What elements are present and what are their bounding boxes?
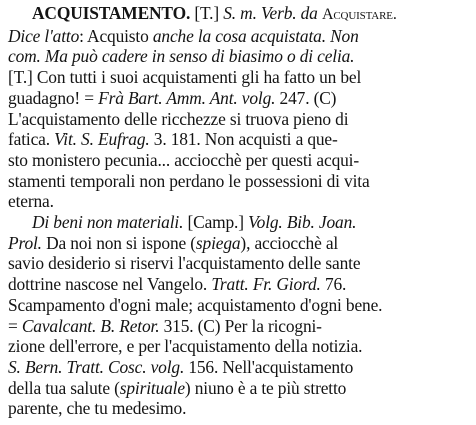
entry-line — [8, 191, 468, 212]
entry-line — [8, 46, 468, 67]
italic-text: com. Ma può cadere in senso di biasimo o di celia. — [8, 46, 355, 67]
italic-text: spiega — [195, 232, 241, 253]
small-caps-text: Acquistare. — [321, 6, 397, 23]
entry-line — [8, 316, 468, 337]
italic-text: Frà Bart. Amm. Ant. volg. — [98, 87, 276, 108]
entry-line — [8, 109, 468, 130]
text-run: zione dell'errore, e per l'acquistamento della notizia. — [8, 336, 363, 357]
dictionary-entry-acquistamento — [8, 3, 468, 419]
entry-line — [8, 336, 468, 357]
italic-text: Di beni non materiali. — [32, 212, 184, 233]
text-run: L'acquistamento delle ricchezze si truova pieno di — [8, 108, 349, 129]
text-run: Da noi non si ispone ( — [41, 232, 196, 253]
italic-text: S. Bern. Tratt. Cosc. volg. — [8, 356, 185, 377]
entry-line — [8, 150, 468, 171]
text-run: ) niuno è a te più stretto — [184, 377, 347, 398]
text-run: guadagno! = — [8, 87, 99, 108]
italic-text: Dice l'atto — [8, 25, 80, 46]
text-run: [T.] — [190, 3, 224, 23]
text-run: : Acquisto — [79, 25, 153, 46]
italic-text: Cavalcant. B. Retor. — [21, 315, 160, 336]
text-run: dottrine nascose nel Vangelo. — [8, 274, 212, 295]
text-run: 247. (C) — [275, 87, 337, 108]
italic-text: Tratt. Fr. Giord. — [211, 274, 321, 295]
text-run: = — [8, 315, 22, 336]
entry-line — [8, 233, 468, 254]
text-run: savio desiderio si riservi l'acquistamento delle sante — [8, 253, 361, 274]
entry-line — [8, 295, 468, 316]
italic-text: Prol. — [8, 232, 42, 253]
entry-line — [8, 274, 468, 295]
entry-line — [8, 129, 468, 150]
entry-line — [8, 357, 468, 378]
text-run: 315. (C) Per la ricogni- — [159, 315, 322, 336]
headword: ACQUISTAMENTO. — [32, 3, 191, 23]
italic-text: anche la cosa acquistata. Non — [152, 25, 359, 46]
entry-line — [8, 67, 468, 88]
italic-text: spirituale — [119, 377, 185, 398]
text-run: fatica. — [8, 129, 55, 150]
entry-line — [8, 3, 468, 26]
text-run: sto monistero pecunia... acciocchè per questi acqui- — [8, 149, 359, 170]
entry-line — [8, 378, 468, 399]
text-run: 3. 181. Non acquisti a que- — [149, 129, 338, 150]
entry-line — [8, 88, 468, 109]
text-run: [T.] Con tutti i suoi acquistamenti gli ha fatto un bel — [8, 67, 362, 88]
italic-text: Vit. S. Eufrag. — [54, 129, 150, 150]
text-run: della tua salute ( — [8, 377, 120, 398]
italic-text: Volg. Bib. Joan. — [248, 212, 357, 233]
text-run: ), acciocchè al — [240, 232, 339, 253]
entry-line — [8, 212, 468, 233]
entry-line — [8, 171, 468, 192]
text-run: Scampamento d'ogni male; acquistamento d'ogni bene. — [8, 294, 383, 315]
entry-line — [8, 398, 468, 419]
text-run: eterna. — [8, 191, 54, 212]
entry-line — [8, 26, 468, 47]
entry-line — [8, 253, 468, 274]
italic-text: S. m. Verb. da — [223, 3, 322, 23]
text-run: parente, che tu medesimo. — [8, 398, 187, 419]
text-run: 156. Nell'acquistamento — [184, 356, 354, 377]
text-run: [Camp.] — [183, 212, 249, 233]
text-run: stamenti temporali non perdano le possessioni di vita — [8, 170, 370, 191]
text-run: 76. — [320, 274, 347, 295]
